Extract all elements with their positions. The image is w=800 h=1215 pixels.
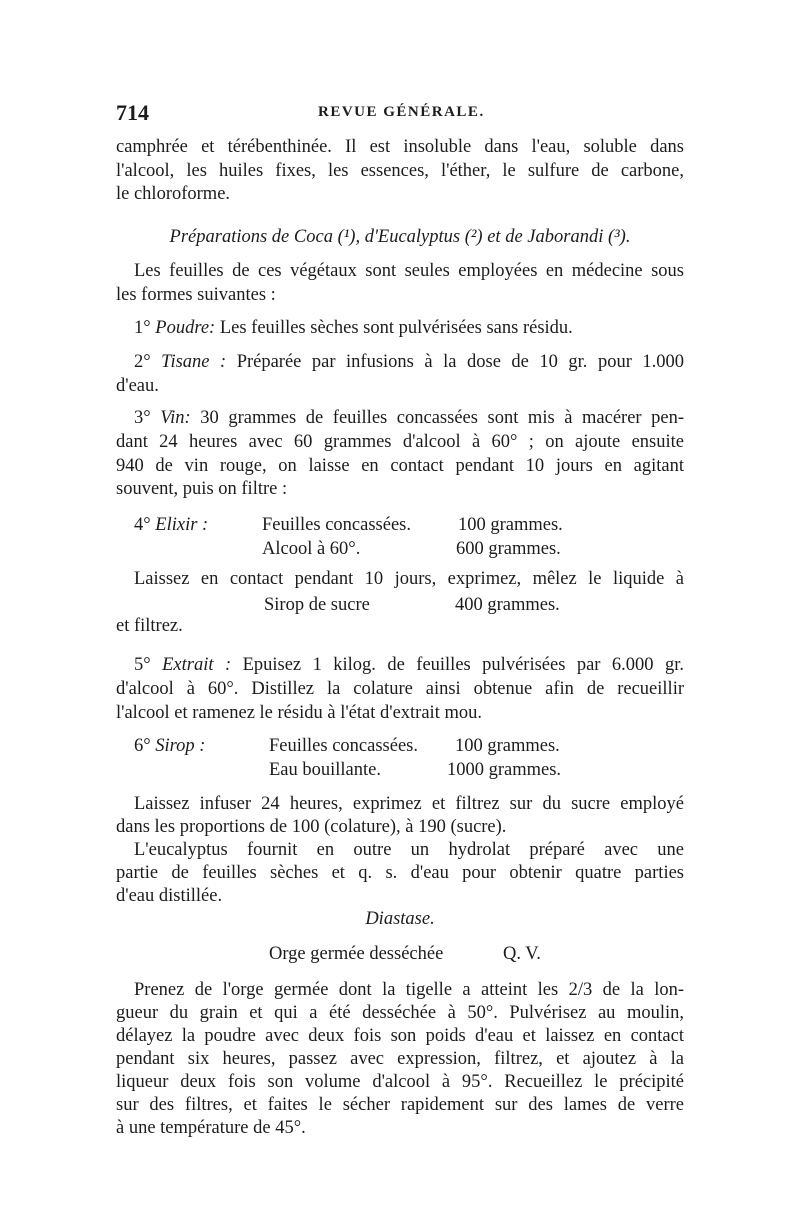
page-number: 714 bbox=[116, 100, 149, 125]
item-number: 2° bbox=[134, 352, 151, 372]
text-line: pendant six heures, passez avec expression, filtrez, et ajoutez à la bbox=[116, 1049, 684, 1069]
item-label: Extrait : bbox=[162, 655, 232, 675]
item-number: 6° bbox=[134, 736, 151, 756]
item-text: Les feuilles sèches sont pulvérisées sans résidu. bbox=[219, 318, 573, 338]
recipe-quantity: 600 grammes. bbox=[456, 539, 561, 559]
text-line: camphrée et térébenthinée. Il est insoluble dans l'eau, soluble dans bbox=[116, 137, 684, 157]
text-line: d'alcool à 60°. Distillez la colature ainsi obtenue afin de recueillir bbox=[116, 679, 684, 699]
text-line: dans les proportions de 100 (colature), à 190 (sucre). bbox=[116, 817, 507, 837]
text-line: l'alcool et ramenez le résidu à l'état d'extrait mou. bbox=[116, 703, 482, 723]
recipe-quantity: 1000 grammes. bbox=[447, 760, 562, 780]
item-number: 1° bbox=[134, 318, 151, 338]
item-label: Vin: bbox=[160, 408, 191, 428]
text-line: 940 de vin rouge, on laisse en contact pendant 10 jours en agitant bbox=[116, 456, 684, 476]
item-number: 5° bbox=[134, 655, 151, 675]
recipe-quantity: 100 grammes. bbox=[458, 515, 563, 535]
text-line: délayez la poudre avec deux fois son poids d'eau et laissez en contact bbox=[116, 1026, 684, 1046]
item-text: Epuisez 1 kilog. de feuilles pulvérisées par 6.000 gr. bbox=[242, 655, 685, 675]
text-line: gueur du grain et qui a été desséchée à 50°. Pulvérisez au moulin, bbox=[116, 1003, 684, 1023]
item-number: 3° bbox=[134, 408, 151, 428]
text-line: les formes suivantes : bbox=[116, 285, 276, 305]
text-line: Prenez de l'orge germée dont la tigelle a atteint les 2/3 de la lon- bbox=[134, 980, 684, 1000]
numbered-item-tisane bbox=[134, 350, 684, 374]
item-text: Préparée par infusions à la dose de 10 gr. pour 1.000 bbox=[236, 352, 684, 372]
text-line: sur des filtres, et faites le sécher rapidement sur des lames de verre bbox=[116, 1095, 684, 1115]
numbered-item-extrait bbox=[134, 653, 684, 677]
item-label: Sirop : bbox=[155, 736, 206, 756]
text-line: d'eau distillée. bbox=[116, 886, 223, 906]
section-heading: Diastase. bbox=[365, 909, 435, 929]
recipe-ingredient: Sirop de sucre bbox=[264, 595, 370, 615]
item-label: Tisane : bbox=[161, 352, 227, 372]
recipe-quantity: 400 grammes. bbox=[455, 595, 560, 615]
text-line: le chloroforme. bbox=[116, 184, 231, 204]
text-line: Laissez en contact pendant 10 jours, exprimez, mêlez le liquide à bbox=[134, 569, 684, 589]
numbered-item-poudre bbox=[134, 316, 573, 340]
text-line: Laissez infuser 24 heures, exprimez et filtrez sur du sucre employé bbox=[134, 794, 684, 814]
numbered-item-vin bbox=[134, 406, 684, 430]
recipe-ingredient: Feuilles concassées. bbox=[262, 515, 411, 535]
recipe-quantity: Q. V. bbox=[503, 944, 541, 964]
text-line: partie de feuilles sèches et q. s. d'eau pour obtenir quatre parties bbox=[116, 863, 684, 883]
text-line: à une température de 45°. bbox=[116, 1118, 306, 1138]
item-label: Poudre: bbox=[155, 318, 216, 338]
section-heading: Préparations de Coca (¹), d'Eucalyptus (²) et de Jaborandi (³). bbox=[169, 227, 631, 247]
recipe-ingredient: Feuilles concassées. bbox=[269, 736, 418, 756]
recipe-ingredient: Orge germée desséchée bbox=[269, 944, 444, 964]
text-line: L'eucalyptus fournit en outre un hydrolat préparé avec une bbox=[134, 840, 684, 860]
text-line: l'alcool, les huiles fixes, les essences, l'éther, le sulfure de carbone, bbox=[116, 161, 684, 181]
text-line: d'eau. bbox=[116, 376, 159, 396]
item-text: 30 grammes de feuilles concassées sont mis à macérer pen- bbox=[200, 408, 685, 428]
recipe-ingredient: Alcool à 60°. bbox=[262, 539, 361, 559]
recipe-ingredient: Eau bouillante. bbox=[269, 760, 381, 780]
text-line: souvent, puis on filtre : bbox=[116, 479, 288, 499]
recipe-quantity: 100 grammes. bbox=[455, 736, 560, 756]
text-line: dant 24 heures avec 60 grammes d'alcool à 60° ; on ajoute ensuite bbox=[116, 432, 684, 452]
text-line: Les feuilles de ces végétaux sont seules employées en médecine sous bbox=[134, 261, 684, 281]
numbered-item-elixir bbox=[134, 513, 208, 537]
item-label: Elixir : bbox=[155, 515, 209, 535]
item-number: 4° bbox=[134, 515, 151, 535]
running-title: REVUE GÉNÉRALE. bbox=[318, 104, 485, 120]
text-line: et filtrez. bbox=[116, 616, 183, 636]
numbered-item-sirop bbox=[134, 734, 205, 758]
text-line: liqueur deux fois son volume d'alcool à 95°. Recueillez le précipité bbox=[116, 1072, 684, 1092]
